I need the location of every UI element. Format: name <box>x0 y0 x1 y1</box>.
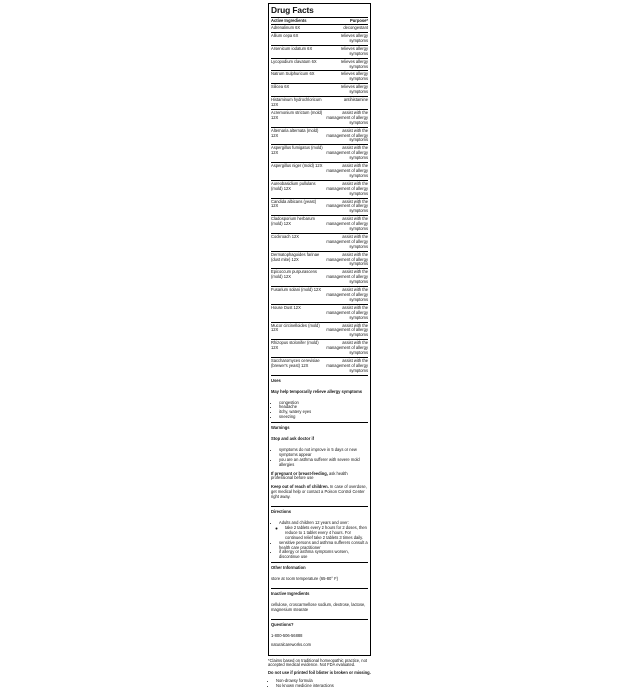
ingredient-row <box>271 268 368 286</box>
ingredient-name: Aspergillus niger (mold) 12X <box>271 163 323 169</box>
ingredient-row <box>271 70 368 83</box>
ingredient-name: Lycopodium clavatum 6X <box>271 58 317 64</box>
ingredient-name: Arsenicum iodatum 6X <box>271 45 313 51</box>
list-item: • Non-drowsy formula <box>276 679 371 684</box>
ingredient-purpose: relieves allergy symptoms <box>340 45 368 56</box>
ingredient-purpose: assist with the management of allergy symptoms <box>326 251 368 267</box>
ingredient-purpose: decongestant <box>343 25 368 31</box>
ingredient-purpose: assist with the management of allergy symptoms <box>326 304 368 320</box>
list-item: • sneezing <box>279 415 368 420</box>
ingredient-name: Candida albicans (yeast) 12X <box>271 198 317 209</box>
ingredient-row <box>271 32 368 45</box>
inactive-section <box>271 589 368 619</box>
ingredient-purpose: antihistamine <box>343 97 368 103</box>
uses-subtitle: May help temporarily relieve allergy symptoms <box>271 388 363 394</box>
warnings-section <box>271 423 368 506</box>
warnings-title: Warnings <box>271 425 290 431</box>
ingredient-row <box>271 144 368 162</box>
children-warning-text: In case of overdose, get medical help or contact a Poison Control Center right away. <box>271 484 367 500</box>
ingredient-row <box>271 83 368 96</box>
ingredients-list <box>271 24 368 375</box>
ingredient-row <box>271 322 368 340</box>
list-item: • headache <box>279 405 368 410</box>
ingredient-name: Cockroach 12X <box>271 233 299 239</box>
ingredient-name: Aureobasidium pullulans (mold) 12X <box>271 180 316 191</box>
active-ingredients-header: Active Ingredients <box>271 18 307 24</box>
drug-facts-box <box>268 3 371 656</box>
children-warning <box>271 485 368 500</box>
directions-sublist <box>279 526 368 541</box>
ingredient-purpose: relieves allergy symptoms <box>340 84 368 95</box>
ingredient-purpose: relieves allergy symptoms <box>340 33 368 43</box>
directions-adults: Adults and children 12 years and over: <box>279 520 349 526</box>
questions-phone: 1-800-506-56888 <box>271 632 303 638</box>
ingredient-purpose: assist with the management of allergy symptoms <box>326 127 368 143</box>
ingredient-purpose: assist with the management of allergy symptoms <box>326 357 368 373</box>
package-footer <box>268 656 371 689</box>
ingredient-row <box>271 45 368 58</box>
inactive-title: Inactive Ingredients <box>271 591 310 597</box>
other-info-section <box>271 563 368 588</box>
ingredient-name: Aspergillus fumigatus (mold) 12X <box>271 145 323 156</box>
ingredient-row <box>271 24 368 32</box>
ingredient-purpose: relieves allergy symptoms <box>340 58 368 69</box>
ingredient-name: Fusarium solani (mold) 12X <box>271 287 322 293</box>
drug-facts-title: Drug Facts <box>271 5 314 15</box>
ingredient-name: Dermatophagoides farinae (dust mite) 12X <box>271 251 320 262</box>
list-item: • you are an asthma sufferer with severe mold allergies <box>279 458 368 468</box>
ingredient-purpose: assist with the management of allergy symptoms <box>326 340 368 356</box>
ingredient-purpose: assist with the management of allergy symptoms <box>326 269 368 285</box>
ingredient-name: House Dust 12X <box>271 304 301 310</box>
pregnancy-warning <box>271 472 368 482</box>
ingredient-row <box>271 233 368 251</box>
ingredient-row <box>271 339 368 357</box>
ingredient-name: Saccharomyces cerevisiae (brewer's yeast) 12X <box>271 357 320 368</box>
ingredient-row <box>271 180 368 198</box>
list-item: • symptoms do not improve in 5 days or new symptoms appear <box>279 448 368 458</box>
ingredient-purpose: assist with the management of allergy symptoms <box>326 322 368 338</box>
ingredient-purpose: relieves allergy symptoms <box>340 71 368 82</box>
ingredient-name: Epicoccum purpurascens (mold) 12X <box>271 269 317 280</box>
list-item: ◦ take 2 tablets every 2 hours for 2 doses, then reduce to 1 tablet every 4 hours. For continued relief take 2 tablets 3 times daily. <box>285 526 368 541</box>
uses-title: Uses <box>271 377 281 383</box>
list-item: • itchy, watery eyes <box>279 410 368 415</box>
ingredient-purpose: assist with the management of allergy symptoms <box>326 216 368 232</box>
ingredient-row <box>271 109 368 127</box>
pregnancy-warning-bold: If pregnant or breast-feeding, <box>271 470 328 476</box>
footer-list <box>268 679 371 689</box>
ingredient-row <box>271 96 368 109</box>
warnings-subtitle: Stop and ask doctor if <box>271 436 314 442</box>
list-item: • congestion <box>279 401 368 406</box>
tamper-seal-notice: Do not use if printed foil blister is broken or missing. <box>268 670 371 676</box>
ingredient-row <box>271 162 368 180</box>
ingredient-row <box>271 304 368 322</box>
other-info-text: store at room temperature (65-80° F) <box>271 576 338 582</box>
inactive-text: cellulose, croscarmellose sodium, dextrose, lactose, magnesium stearate <box>271 601 366 612</box>
uses-section <box>271 376 368 422</box>
ingredient-name: Allium cepa 6X <box>271 33 299 39</box>
list-item: • No known medicine interactions <box>276 684 371 689</box>
ingredient-row <box>271 286 368 304</box>
questions-section <box>271 620 368 654</box>
claims-disclaimer: *Claims based on traditional homeopathic practice, not accepted medical evidence. Not FDA evaluated. <box>268 657 367 668</box>
directions-section <box>271 507 368 562</box>
ingredient-purpose: assist with the management of allergy symptoms <box>326 180 368 196</box>
warnings-list <box>271 448 368 468</box>
ingredient-row <box>271 127 368 145</box>
ingredient-name: Histaminum hydrochloricum 12X <box>271 97 322 108</box>
ingredient-name: Silicea 6X <box>271 84 290 90</box>
list-item: • sensitive persons and asthma sufferers consult a health care practitioner <box>279 541 368 551</box>
ingredient-name: Rhizopus stolonifer (mold) 12X <box>271 340 319 351</box>
directions-title: Directions <box>271 509 292 515</box>
children-warning-bold: Keep out of reach of children. <box>271 484 329 490</box>
ingredient-name: Adrenalinum 6X <box>271 25 301 31</box>
ingredient-row <box>271 198 368 216</box>
uses-list <box>271 401 368 421</box>
list-item <box>279 521 368 541</box>
ingredient-name: Alternaria alternata (mold) 12X <box>271 127 319 138</box>
ingredient-purpose: assist with the management of allergy symptoms <box>326 163 368 178</box>
ingredient-row <box>271 357 368 375</box>
questions-site: naturalcareworks.com <box>271 641 312 647</box>
ingredient-purpose: assist with the management of allergy symptoms <box>326 233 368 249</box>
ingredient-row <box>271 58 368 71</box>
ingredient-purpose: assist with the management of allergy symptoms <box>326 145 368 161</box>
list-item: • if allergy or asthma symptoms worsen, discontinue use <box>279 550 368 560</box>
ingredient-row <box>271 251 368 269</box>
ingredient-name: Natrum Sulphuricum 6X <box>271 71 315 77</box>
ingredient-purpose: assist with the management of allergy symptoms <box>326 198 368 214</box>
ingredient-row <box>271 215 368 233</box>
ingredient-name: Acremonium strictum (mold) 12X <box>271 109 323 120</box>
ingredient-purpose: assist with the management of allergy symptoms <box>326 287 368 302</box>
directions-list <box>271 521 368 560</box>
ingredient-purpose: assist with the management of allergy symptoms <box>326 109 368 125</box>
pregnancy-warning-text: ask health professional before use <box>271 470 348 481</box>
other-info-title: Other Information <box>271 565 306 571</box>
ingredient-name: Mucor circinelloides (mold) 12X <box>271 322 320 333</box>
drug-facts-panel <box>268 3 371 689</box>
questions-title: Questions? <box>271 621 294 627</box>
purpose-header: Purpose* <box>350 18 368 24</box>
ingredient-name: Cladosporium herbarum (mold) 12X <box>271 216 315 227</box>
